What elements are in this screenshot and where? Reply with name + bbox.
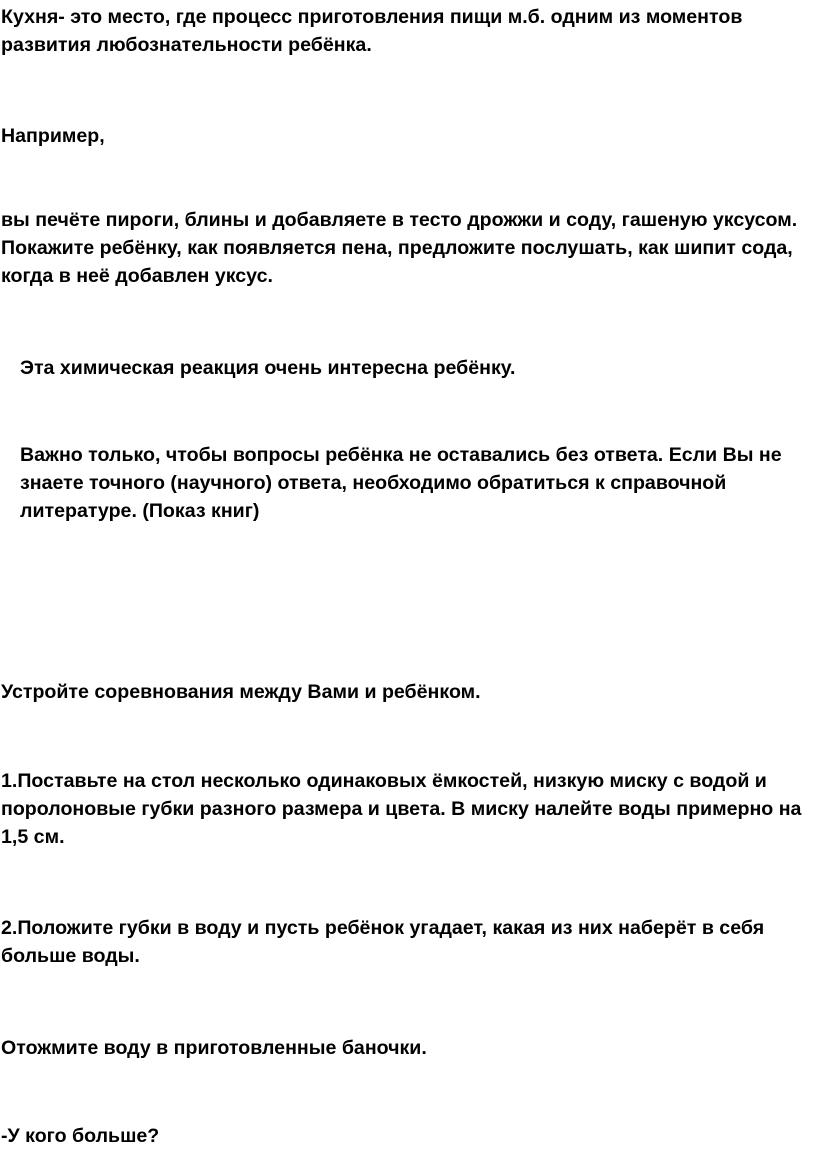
paragraph-chemical-reaction: Эта химическая реакция очень интересна ребёнку. [20,357,516,379]
paragraph-squeeze-water: Отожмите воду в приготовленные баночки. [1,1037,427,1059]
paragraph-intro: Кухня- это место, где процесс приготовления пищи м.б. одним из моментов развития любознательности ребёнка. [1,6,748,56]
paragraph-competition: Устройте соревнования между Вами и ребёнком. [1,681,481,703]
paragraph-step-1: 1.Поставьте на стол несколько одинаковых ёмкостей, низкую миску с водой и поролоновые губки разного размера и цвета. В миску налейте воды примерно на 1,5 см. [1,770,807,848]
paragraph-answer-questions: Важно только, чтобы вопросы ребёнка не оставались без ответа. Если Вы не знаете точного (научного) ответа, необходимо обратиться к справочной литературе. (Показ книг) [20,444,788,522]
paragraph-baking-example: вы печёте пироги, блины и добавляете в тесто дрожжи и соду, гашеную уксусом. Покажите ребёнку, как появляется пена, предложите послушать, как шипит сода, когда в неё добавлен уксус. [1,209,803,287]
paragraph-example-heading: Например, [1,125,105,147]
paragraph-step-2: 2.Положите губки в воду и пусть ребёнок угадает, какая из них наберёт в себя больше воды. [1,917,770,967]
paragraph-question: -У кого больше? [1,1125,160,1147]
